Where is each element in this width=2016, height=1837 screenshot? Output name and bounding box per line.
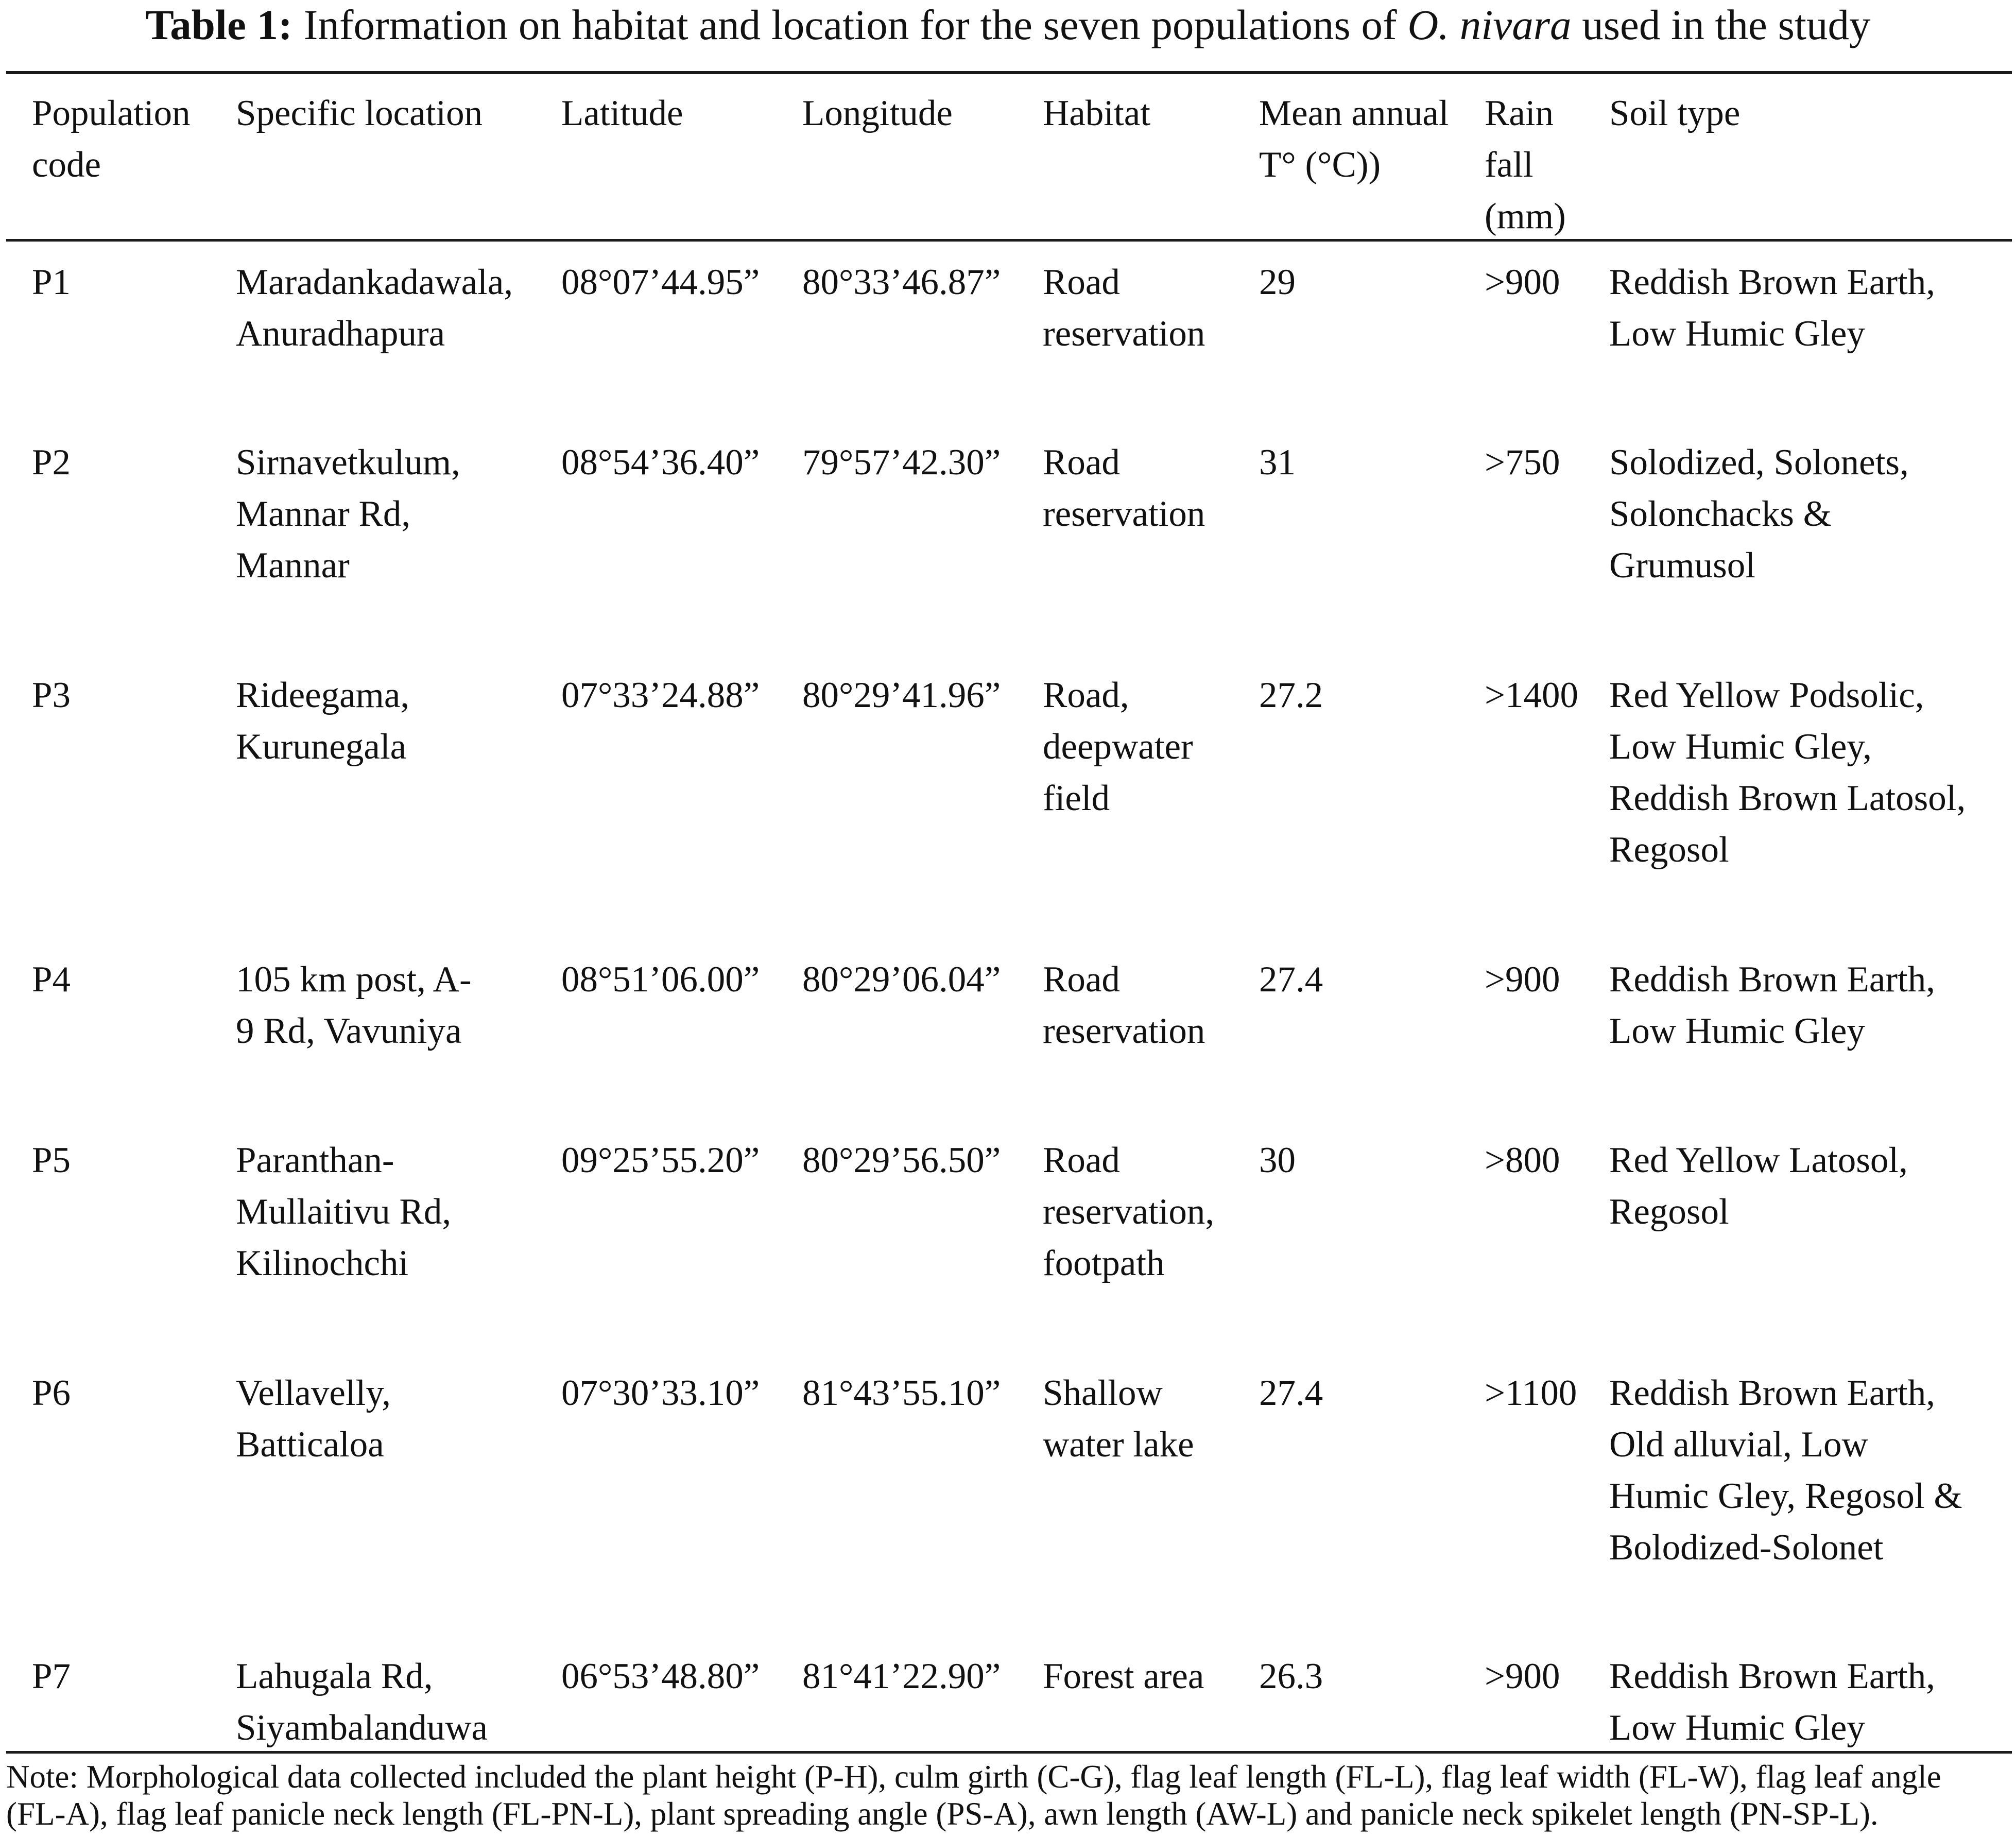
cell-mean-temperature: 27.2 xyxy=(1259,675,1323,715)
cell-habitat: Road reservation, footpath xyxy=(1043,1140,1215,1283)
cell-soil-type: Red Yellow Podsolic, Low Humic Gley, Reddish Brown Latosol, Regosol xyxy=(1609,675,1966,870)
cell-specific-location: Vellavelly, Batticaloa xyxy=(236,1373,391,1465)
cell-rainfall: >800 xyxy=(1485,1140,1560,1180)
cell-rainfall: >900 xyxy=(1485,262,1560,302)
cell-habitat: Road reservation xyxy=(1043,262,1205,354)
cell-soil-type: Reddish Brown Earth, Old alluvial, Low Humic Gley, Regosol & Bolodized-Solonet xyxy=(1609,1373,1962,1568)
cell-population-code: P6 xyxy=(32,1373,71,1413)
cell-soil-type: Reddish Brown Earth, Low Humic Gley xyxy=(1609,959,1936,1051)
cell-longitude: 80°29’41.96” xyxy=(802,675,1001,715)
cell-longitude: 80°29’06.04” xyxy=(802,959,1001,1000)
header-soil-type: Soil type xyxy=(1609,93,1741,133)
caption-text-after: used in the study xyxy=(1582,1,1871,48)
table-header-rule xyxy=(6,239,2012,242)
table-label: Table 1: xyxy=(145,1,292,48)
table-note-line-1: Note: Morphological data collected included the plant height (P-H), culm girth (C-G), flag leaf length (FL-L), flag leaf width (FL-W), flag leaf angle xyxy=(6,1759,1941,1795)
caption-text-before: Information on habitat and location for the seven populations of xyxy=(303,1,1397,48)
cell-rainfall: >750 xyxy=(1485,442,1560,483)
cell-latitude: 07°30’33.10” xyxy=(561,1373,760,1413)
cell-latitude: 08°51’06.00” xyxy=(561,959,760,1000)
cell-mean-temperature: 29 xyxy=(1259,262,1296,302)
table-bottom-rule xyxy=(6,1751,2012,1754)
cell-latitude: 09°25’55.20” xyxy=(561,1140,760,1180)
cell-specific-location: Lahugala Rd, Siyambalanduwa xyxy=(236,1656,488,1748)
cell-population-code: P5 xyxy=(32,1140,71,1180)
header-latitude: Latitude xyxy=(561,93,683,133)
cell-longitude: 80°29’56.50” xyxy=(802,1140,1001,1180)
cell-specific-location: Rideegama, Kurunegala xyxy=(236,675,410,767)
header-longitude: Longitude xyxy=(802,93,953,133)
header-habitat: Habitat xyxy=(1043,93,1150,133)
table-top-rule xyxy=(6,71,2012,74)
cell-soil-type: Reddish Brown Earth, Low Humic Gley xyxy=(1609,1656,1936,1748)
cell-soil-type: Reddish Brown Earth, Low Humic Gley xyxy=(1609,262,1936,354)
cell-longitude: 81°41’22.90” xyxy=(802,1656,1001,1696)
cell-latitude: 06°53’48.80” xyxy=(561,1656,760,1696)
cell-specific-location: Sirnavetkulum, Mannar Rd, Mannar xyxy=(236,442,460,586)
table-caption xyxy=(0,0,2016,57)
cell-habitat: Road reservation xyxy=(1043,959,1205,1051)
cell-habitat: Shallow water lake xyxy=(1043,1373,1194,1465)
cell-habitat: Road, deepwater field xyxy=(1043,675,1193,818)
cell-longitude: 81°43’55.10” xyxy=(802,1373,1001,1413)
cell-latitude: 08°07’44.95” xyxy=(561,262,760,302)
cell-population-code: P3 xyxy=(32,675,71,715)
table-header-row xyxy=(0,88,2016,237)
cell-population-code: P4 xyxy=(32,959,71,1000)
cell-habitat: Forest area xyxy=(1043,1656,1204,1696)
cell-population-code: P2 xyxy=(32,442,71,483)
header-rainfall: Rain fall (mm) xyxy=(1485,93,1566,236)
cell-latitude: 07°33’24.88” xyxy=(561,675,760,715)
cell-specific-location: 105 km post, A- 9 Rd, Vavuniya xyxy=(236,959,472,1051)
header-specific-location: Specific location xyxy=(236,93,483,133)
cell-mean-temperature: 30 xyxy=(1259,1140,1296,1180)
cell-rainfall: >1400 xyxy=(1485,675,1579,715)
cell-specific-location: Paranthan- Mullaitivu Rd, Kilinochchi xyxy=(236,1140,452,1283)
cell-mean-temperature: 27.4 xyxy=(1259,959,1323,1000)
cell-specific-location: Maradankadawala, Anuradhapura xyxy=(236,262,513,354)
cell-population-code: P7 xyxy=(32,1656,71,1696)
table-note-line-2: (FL-A), flag leaf panicle neck length (FL-PN-L), plant spreading angle (PS-A), awn length (AW-L) and panicle neck spikelet length (PN-SP-L). xyxy=(6,1796,1879,1832)
header-mean-annual-temperature: Mean annual T° (°C)) xyxy=(1259,93,1449,185)
cell-longitude: 80°33’46.87” xyxy=(802,262,1001,302)
cell-rainfall: >900 xyxy=(1485,1656,1560,1696)
species-name: O. nivara xyxy=(1407,1,1572,48)
cell-soil-type: Red Yellow Latosol, Regosol xyxy=(1609,1140,1908,1232)
header-population-code: Population code xyxy=(32,93,191,185)
cell-mean-temperature: 27.4 xyxy=(1259,1373,1323,1413)
cell-latitude: 08°54’36.40” xyxy=(561,442,760,483)
cell-habitat: Road reservation xyxy=(1043,442,1205,534)
cell-population-code: P1 xyxy=(32,262,71,302)
table-note xyxy=(6,1758,2012,1832)
cell-mean-temperature: 31 xyxy=(1259,442,1296,483)
cell-mean-temperature: 26.3 xyxy=(1259,1656,1323,1696)
cell-longitude: 79°57’42.30” xyxy=(802,442,1001,483)
cell-rainfall: >900 xyxy=(1485,959,1560,1000)
cell-rainfall: >1100 xyxy=(1485,1373,1577,1413)
cell-soil-type: Solodized, Solonets, Solonchacks & Grumusol xyxy=(1609,442,1909,586)
